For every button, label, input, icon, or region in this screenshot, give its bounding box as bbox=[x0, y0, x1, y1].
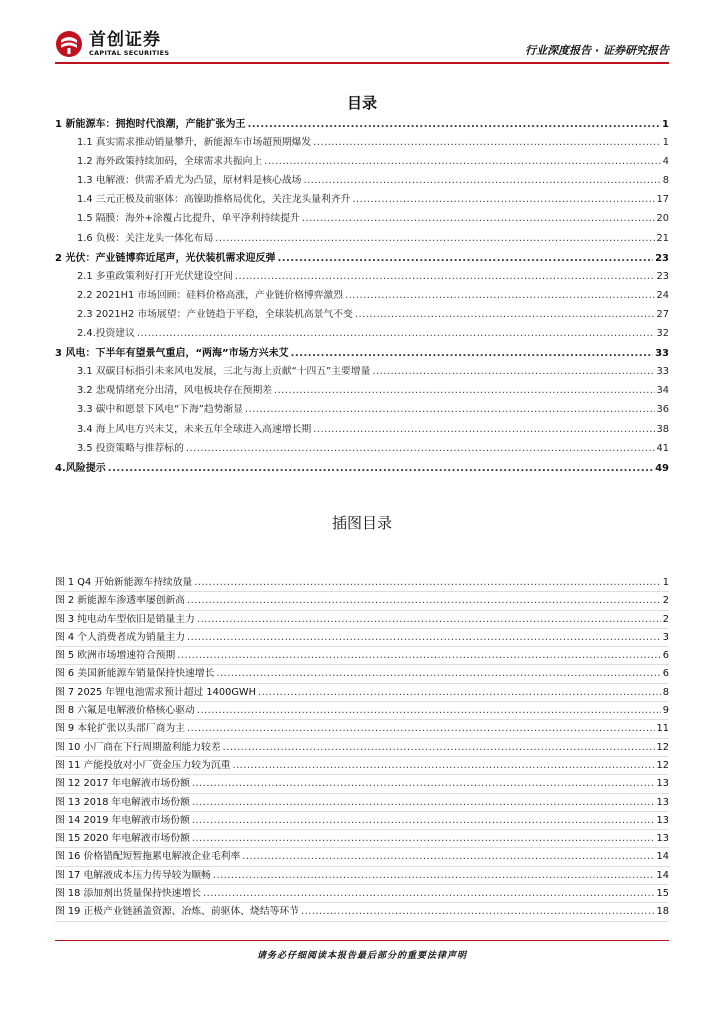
page-number: 34 bbox=[656, 385, 669, 397]
page-number: 18 bbox=[656, 906, 669, 918]
figure-entry[interactable] bbox=[55, 647, 669, 665]
page-number: 27 bbox=[656, 308, 669, 320]
entry-title: 1.6 负极：关注龙头一体化布局 bbox=[77, 232, 214, 244]
figure-entry[interactable] bbox=[55, 794, 669, 812]
entry-title: 3.5 投资策略与推荐标的 bbox=[77, 442, 184, 454]
toc-entry[interactable] bbox=[55, 153, 669, 172]
table-of-contents bbox=[55, 115, 669, 478]
dot-leader bbox=[215, 233, 654, 244]
page-number: 33 bbox=[655, 348, 669, 360]
figure-entry[interactable] bbox=[55, 702, 669, 720]
page-number: 2 bbox=[662, 595, 669, 607]
entry-title: 图 14 2019 年电解液市场份额 bbox=[55, 814, 190, 826]
dot-leader bbox=[245, 404, 655, 415]
figure-entry[interactable] bbox=[55, 684, 669, 702]
dot-leader bbox=[372, 366, 654, 377]
figure-entry[interactable] bbox=[55, 903, 669, 921]
entry-title: 图 2 新能源车渗透率屡创新高 bbox=[55, 595, 186, 607]
page-number: 3 bbox=[662, 631, 669, 643]
page-number: 4 bbox=[662, 156, 669, 168]
toc-entry[interactable] bbox=[55, 306, 669, 325]
page-number: 2 bbox=[662, 613, 669, 625]
entry-title: 图 10 小厂商在下行周期盈利能力较差 bbox=[55, 741, 221, 753]
page-number: 33 bbox=[656, 366, 669, 378]
legal-disclaimer: 请务必仔细阅读本报告最后部分的重要法律声明 bbox=[256, 951, 467, 961]
dot-leader bbox=[264, 156, 661, 167]
toc-entry[interactable] bbox=[55, 344, 669, 363]
entry-title: 图 9 本轮扩张以头部厂商为主 bbox=[55, 723, 186, 735]
page-number: 1 bbox=[662, 577, 669, 588]
dot-leader bbox=[197, 614, 661, 625]
entry-title: 图 7 2025 年锂电池需求预计超过 1400GWH bbox=[55, 686, 256, 698]
dot-leader bbox=[187, 632, 661, 643]
dot-leader bbox=[108, 463, 653, 474]
entry-title: 1 新能源车：拥抱时代浪潮，产能扩张为王 bbox=[55, 119, 246, 130]
toc-entry[interactable] bbox=[55, 249, 669, 268]
page-number: 8 bbox=[662, 686, 669, 698]
entry-title: 1.5 隔膜：海外+涂覆占比提升，单平净利持续提升 bbox=[77, 213, 300, 225]
entry-title: 2 光伏：产业链博弈近尾声，光伏装机需求迎反弹 bbox=[55, 252, 276, 264]
entry-title: 1.1 真实需求推动销量攀升，新能源车市场超预期爆发 bbox=[77, 137, 312, 149]
entry-title: 3 风电：下半年有望景气重启，“两海”市场方兴未艾 bbox=[55, 348, 289, 360]
toc-title: 目录 bbox=[346, 94, 377, 112]
page-number: 13 bbox=[656, 796, 669, 808]
entry-title: 图 15 2020 年电解液市场份额 bbox=[55, 833, 190, 845]
figure-entry[interactable] bbox=[55, 611, 669, 629]
dot-leader bbox=[223, 742, 655, 753]
dot-leader bbox=[242, 851, 654, 862]
entry-title: 2.1 多重政策利好打开光伏建设空间 bbox=[77, 270, 233, 282]
company-logo bbox=[55, 30, 169, 58]
toc-entry[interactable] bbox=[55, 268, 669, 287]
figure-entry[interactable] bbox=[55, 885, 669, 903]
entry-title: 4.风险提示 bbox=[55, 462, 106, 474]
figure-entry[interactable] bbox=[55, 629, 669, 647]
toc-entry[interactable] bbox=[55, 287, 669, 306]
toc-entry[interactable] bbox=[55, 115, 669, 134]
page-number: 23 bbox=[656, 270, 669, 282]
page-number: 1 bbox=[662, 137, 669, 149]
page-number: 36 bbox=[656, 404, 669, 416]
entry-title: 3.3 碳中和愿景下风电“下海”趋势渐显 bbox=[77, 404, 244, 416]
dot-leader bbox=[277, 253, 653, 264]
page-number: 13 bbox=[656, 778, 669, 790]
toc-entry[interactable] bbox=[55, 401, 669, 420]
toc-entry[interactable] bbox=[55, 382, 669, 401]
dot-leader bbox=[303, 175, 660, 186]
toc-entry[interactable] bbox=[55, 210, 669, 229]
page-number: 1 bbox=[662, 119, 669, 130]
page-number: 14 bbox=[656, 869, 669, 881]
entry-title: 图 12 2017 年电解液市场份额 bbox=[55, 778, 190, 790]
dot-leader bbox=[355, 309, 655, 320]
page-number: 9 bbox=[662, 705, 669, 717]
dot-leader bbox=[192, 815, 655, 826]
entry-title: 3.2 悲观情绪充分出清，风电板块存在预期差 bbox=[77, 385, 273, 397]
dot-leader bbox=[186, 443, 655, 454]
entry-title: 图 13 2018 年电解液市场份额 bbox=[55, 796, 190, 808]
figure-entry[interactable] bbox=[55, 592, 669, 610]
dot-leader bbox=[213, 870, 655, 881]
toc-entry[interactable] bbox=[55, 172, 669, 191]
dot-leader bbox=[192, 778, 655, 789]
entry-title: 2.2 2021H1 市场回顾：硅料价格高涨，产业链价格博弈激烈 bbox=[77, 289, 344, 301]
page-number: 20 bbox=[656, 213, 669, 225]
dot-leader bbox=[177, 650, 661, 661]
page-number: 15 bbox=[656, 888, 669, 900]
figure-entry[interactable] bbox=[55, 775, 669, 793]
toc-entry[interactable] bbox=[55, 191, 669, 210]
page-number: 24 bbox=[656, 289, 669, 301]
page-number: 11 bbox=[656, 723, 669, 735]
page-number: 12 bbox=[656, 741, 669, 753]
logo-icon bbox=[55, 30, 83, 58]
page-number: 6 bbox=[662, 668, 669, 680]
page-number: 8 bbox=[662, 175, 669, 187]
page-number: 21 bbox=[656, 232, 669, 244]
dot-leader bbox=[235, 271, 655, 282]
page-number: 23 bbox=[655, 252, 669, 264]
page-number: 12 bbox=[656, 759, 669, 771]
dot-leader bbox=[192, 833, 655, 844]
page-number: 41 bbox=[656, 442, 669, 454]
figure-entry[interactable] bbox=[55, 867, 669, 885]
dot-leader bbox=[187, 595, 661, 606]
page-number: 49 bbox=[655, 462, 669, 474]
figure-entry[interactable] bbox=[55, 830, 669, 848]
entry-title: 图 5 欧洲市场增速符合预期 bbox=[55, 650, 176, 662]
entry-title: 1.3 电解液：供需矛盾尤为凸显，原材料是核心战场 bbox=[77, 175, 302, 187]
dot-leader bbox=[274, 385, 654, 396]
dot-leader bbox=[301, 906, 655, 917]
dot-leader bbox=[137, 328, 655, 339]
page-number: 13 bbox=[656, 814, 669, 826]
entry-title: 图 19 正极产业链涵盖资源、冶炼、前驱体、烧结等环节 bbox=[55, 906, 300, 918]
entry-title: 图 8 六氟是电解液价格核心驱动 bbox=[55, 705, 195, 717]
entry-title: 1.4 三元正极及前驱体：高镍助推格局优化，关注龙头量利齐升 bbox=[77, 194, 351, 206]
toc-entry[interactable] bbox=[55, 230, 669, 249]
entry-title: 1.2 海外政策持续加码，全球需求共振向上 bbox=[77, 156, 263, 168]
page-number: 38 bbox=[656, 423, 669, 435]
logo-chinese-name: 首创证券 bbox=[89, 30, 161, 50]
footer-divider bbox=[55, 940, 669, 941]
toc-entry[interactable] bbox=[55, 363, 669, 382]
toc-entry[interactable] bbox=[55, 459, 669, 478]
page-number: 17 bbox=[656, 194, 669, 206]
dot-leader bbox=[194, 577, 660, 588]
figure-entry[interactable] bbox=[55, 757, 669, 775]
entry-title: 图 3 纯电动车型依旧是销量主力 bbox=[55, 613, 195, 625]
entry-title: 2.4.投资建议 bbox=[77, 328, 135, 340]
entry-title: 图 16 价格错配短暂拖累电解液企业毛利率 bbox=[55, 851, 241, 863]
dot-leader bbox=[203, 888, 654, 899]
dot-leader bbox=[232, 760, 654, 771]
toc-entry[interactable] bbox=[55, 421, 669, 440]
page-number: 6 bbox=[662, 650, 669, 662]
figure-entry[interactable] bbox=[55, 739, 669, 757]
dot-leader bbox=[216, 668, 660, 679]
entry-title: 图 17 电解液成本压力传导较为顺畅 bbox=[55, 869, 211, 881]
report-type-label: 行业深度报告 · 证券研究报告 bbox=[525, 44, 669, 57]
dot-leader bbox=[192, 797, 655, 808]
figure-entry[interactable] bbox=[55, 720, 669, 738]
dot-leader bbox=[313, 137, 661, 148]
figure-list-title: 插图目录 bbox=[331, 514, 392, 532]
dot-leader bbox=[247, 119, 660, 130]
header-divider bbox=[55, 62, 669, 64]
entry-title: 2.3 2021H2 市场展望：产业链趋于平稳，全球装机高景气不变 bbox=[77, 308, 353, 320]
page-header bbox=[0, 0, 724, 70]
figure-list bbox=[55, 574, 669, 922]
figure-entry[interactable] bbox=[55, 574, 669, 592]
dot-leader bbox=[197, 705, 661, 716]
page-number: 32 bbox=[656, 328, 669, 340]
figure-entry[interactable] bbox=[55, 665, 669, 683]
logo-english-name: CAPITAL SECURITIES bbox=[89, 49, 170, 57]
dot-leader bbox=[291, 348, 653, 359]
page-number: 14 bbox=[656, 851, 669, 863]
entry-title: 图 6 美国新能源车销量保持快速增长 bbox=[55, 668, 215, 680]
entry-title: 图 4 个人消费者成为销量主力 bbox=[55, 631, 186, 643]
entry-title: 图 11 产能投放对小厂资金压力较为沉重 bbox=[55, 759, 231, 771]
dot-leader bbox=[345, 290, 654, 301]
entry-title: 图 1 Q4 开始新能源车持续放量 bbox=[55, 577, 193, 588]
toc-entry[interactable] bbox=[55, 440, 669, 459]
entry-title: 图 18 添加剂出货量保持快速增长 bbox=[55, 888, 202, 900]
toc-entry[interactable] bbox=[55, 325, 669, 344]
dot-leader bbox=[187, 723, 655, 734]
dot-leader bbox=[352, 194, 654, 205]
entry-title: 3.4 海上风电方兴未艾，未来五年全球进入高速增长期 bbox=[77, 423, 312, 435]
toc-entry[interactable] bbox=[55, 134, 669, 153]
figure-entry[interactable] bbox=[55, 812, 669, 830]
figure-entry[interactable] bbox=[55, 848, 669, 866]
dot-leader bbox=[258, 687, 661, 698]
dot-leader bbox=[302, 213, 655, 224]
dot-leader bbox=[313, 424, 654, 435]
entry-title: 3.1 双碳目标指引未来风电发展，三北与海上贡献“十四五”主要增量 bbox=[77, 366, 371, 378]
page-number: 13 bbox=[656, 833, 669, 845]
